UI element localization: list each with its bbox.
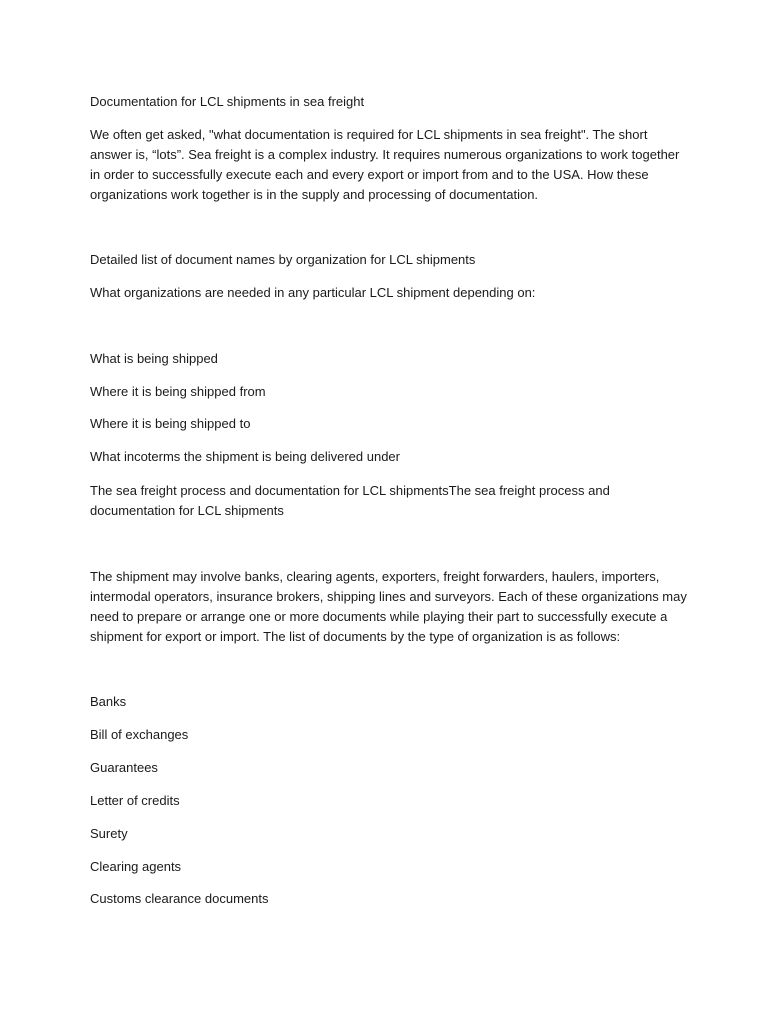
process-line: The sea freight process and documentation for LCL shipmentsThe sea freight process and documentation for LCL shipments [90,483,610,518]
factor-item: What incoterms the shipment is being delivered under [90,449,400,464]
organizations-question: What organizations are needed in any particular LCL shipment depending on: [90,285,536,300]
list-item: Surety [90,826,128,841]
involvement-paragraph: The shipment may involve banks, clearing agents, exporters, freight forwarders, haulers, importers, intermodal operators, insurance brokers, shipping lines and surveyors. Each of these organizations may need to prepare or arrange one or more documents while playing their part to successfully execute a shipment for export or import. The list of documents by the type of organization is as follows: [90,569,687,644]
list-item: Customs clearance documents [90,891,269,906]
list-item: Clearing agents [90,859,182,874]
factor-item: Where it is being shipped from [90,384,266,399]
document-title: Documentation for LCL shipments in sea freight [90,94,365,109]
list-item: Letter of credits [90,793,180,808]
factor-item: What is being shipped [90,351,218,366]
list-item: Banks [90,694,127,709]
factor-item: Where it is being shipped to [90,416,251,431]
list-item: Bill of exchanges [90,727,189,742]
list-item: Guarantees [90,760,158,775]
section-heading: Detailed list of document names by organization for LCL shipments [90,252,476,267]
intro-paragraph: We often get asked, "what documentation is required for LCL shipments in sea freight". The short answer is, “lots”. Sea freight is a complex industry. It requires numerous organizations to work together in order to successfully execute each and every export or import from and to the USA. How these organizations work together is in the supply and processing of documentation. [90,127,680,202]
